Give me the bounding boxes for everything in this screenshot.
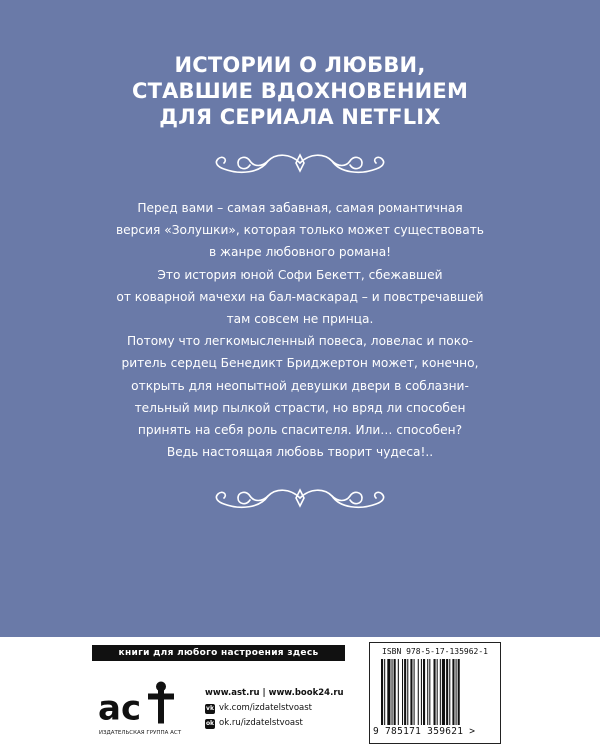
barcode-icon	[380, 659, 492, 725]
headline-line-2: СТАВШИЕ ВДОХНОВЕНИЕМ	[131, 79, 469, 103]
tagline: книги для любого настроения здесь	[92, 645, 345, 661]
blurb-line: открыть для неопытной девушки двери в соблазни-	[131, 378, 469, 393]
website-links[interactable]: www.ast.ru | www.book24.ru	[205, 688, 344, 698]
blurb-line: версия «Золушки», которая только может существовать	[116, 223, 484, 238]
publisher-links	[205, 686, 385, 731]
social-link-ok[interactable]	[205, 716, 385, 731]
isbn-label: ISBN 978-5-17-135962-1	[382, 647, 488, 656]
headline	[0, 52, 600, 130]
svg-text:ас: ас	[98, 688, 142, 729]
isbn-block	[369, 642, 501, 744]
social-link-vk[interactable]	[205, 701, 385, 716]
blurb-line: от коварной мачехи на бал-маскарад – и повстречавшей	[116, 289, 484, 304]
blurb-line: в жанре любовного романа!	[208, 245, 392, 260]
ornament-bottom-icon	[210, 480, 390, 516]
blurb-line: принять на себя роль спасителя. Или… способен?	[137, 423, 463, 438]
odnoklassniki-icon: ok	[205, 719, 215, 727]
publisher-caption: ИЗДАТЕЛЬСКАЯ ГРУППА АСТ	[98, 730, 182, 736]
headline-line-1: ИСТОРИИ О ЛЮБВИ,	[174, 53, 426, 77]
blurb-line: ритель сердец Бенедикт Бриджертон может, конечно,	[121, 356, 479, 371]
blurb-line: Потому что легкомысленный повеса, ловелас и поко-	[127, 334, 473, 349]
ornament-top-icon	[210, 145, 390, 181]
blurb-line: тельный мир пылкой страсти, но вряд ли способен	[134, 400, 466, 415]
blurb-line: Перед вами – самая забавная, самая романтичная	[137, 201, 463, 215]
blurb-line: Ведь настоящая любовь творит чудеса!..	[166, 445, 434, 460]
ok-link-text[interactable]: ok.ru/izdatelstvoast	[219, 718, 303, 728]
blurb-line: там совсем не принца.	[226, 312, 374, 327]
vk-icon: vk	[206, 704, 214, 712]
barcode-digits: 9 785171 359621 >	[373, 726, 476, 737]
vk-link-text[interactable]: vk.com/izdatelstvoast	[219, 703, 312, 713]
headline-line-3: ДЛЯ СЕРИАЛА NETFLIX	[159, 105, 441, 129]
blurb-line: Это история юной Софи Бекетт, сбежавшей	[157, 267, 443, 282]
blurb	[80, 197, 520, 463]
